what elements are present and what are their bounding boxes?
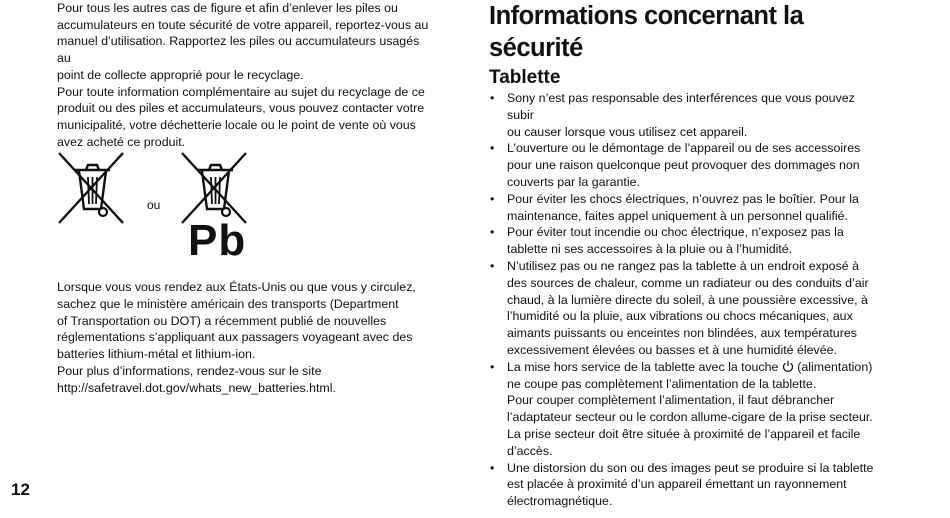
- text-line: l’humidité ou la pluie, aux vibrations ou chocs mécaniques, aux: [507, 309, 853, 324]
- right-column: [489, 0, 879, 510]
- list-item: [489, 90, 879, 140]
- left-column: [57, 0, 429, 396]
- list-item: [489, 460, 879, 510]
- text-line: réglementations s’appliquant aux passagers voyageant avec des: [57, 330, 413, 345]
- list-item: [489, 258, 879, 359]
- text-line: ne coupe pas complètement l’alimentation de la tablette.: [507, 376, 817, 391]
- section-title: Tablette: [489, 67, 561, 88]
- recycling-paragraph: [57, 0, 429, 150]
- text-line: Pour couper complètement l’alimentation, il faut débrancher: [507, 393, 835, 408]
- text-line: pour une raison quelconque peut provoquer des dommages non: [507, 158, 860, 173]
- text-line: batteries lithium-métal et lithium-ion.: [57, 347, 256, 362]
- list-item: [489, 224, 879, 258]
- text-line: est placée à proximité d’un appareil émettant un rayonnement: [507, 477, 847, 492]
- text-line: La mise hors service de la tablette avec la touche: [507, 359, 779, 374]
- text-line: l’adaptateur secteur ou le cordon allume-cigare de la prise secteur.: [507, 410, 873, 425]
- text-line: produit ou des piles et accumulateurs, vous pouvez contacter votre: [57, 101, 425, 116]
- text-line: La prise secteur doit être située à proximité de l’appareil et facile: [507, 426, 861, 441]
- text-line: chaud, à la lumière directe du soleil, à une poussière excessive, à: [507, 292, 868, 307]
- text-line: excessivement élevées ou basses et à une humidité élevée.: [507, 342, 837, 357]
- text-line: Pour éviter tout incendie ou choc électrique, n’exposez pas la: [507, 225, 844, 240]
- text-line: des sources de chaleur, comme un radiateur ou des conduits d’air: [507, 275, 869, 290]
- text-line: L’ouverture ou le démontage de l’appareil ou de ses accessoires: [507, 141, 861, 156]
- page-title: Informations concernant la sécurité: [489, 2, 804, 62]
- text-line: sachez que le ministère américain des transports (Department: [57, 297, 399, 312]
- text-line: Pour toute information complémentaire au sujet du recyclage de ce: [57, 84, 425, 99]
- text-line: tablette ni ses accessoires à la pluie ou à l’humidité.: [507, 242, 793, 257]
- text-line: couverts par la garantie.: [507, 174, 640, 189]
- text-line: municipalité, votre déchetterie locale ou le point de vente où vous: [57, 117, 416, 132]
- text-line: ou causer lorsque vous utilisez cet appareil.: [507, 124, 748, 139]
- list-item: [489, 140, 879, 190]
- lead-symbol: Pb: [188, 216, 247, 266]
- url-text: http://safetravel.dot.gov/whats_new_batteries.html.: [57, 380, 336, 395]
- text-line: Lorsque vous vous rendez aux États-Unis ou que vous y circulez,: [57, 280, 416, 295]
- dot-paragraph: [57, 279, 429, 396]
- text-line: (alimentation): [797, 359, 873, 374]
- crossed-out-bin-icon: [57, 151, 127, 227]
- text-line: électromagnétique.: [507, 494, 613, 509]
- text-line: Sony n’est pas responsable des interférences que vous pouvez subir: [507, 91, 855, 122]
- text-line: Pour tous les autres cas de figure et afin d’enlever les piles ou: [57, 1, 398, 15]
- text-line: Pour plus d’informations, rendez-vous sur le site: [57, 363, 322, 378]
- text-line: Une distorsion du son ou des images peut se produire si la tablette: [507, 460, 874, 475]
- list-item: [489, 191, 879, 225]
- text-line: accumulateurs en toute sécurité de votre appareil, reportez-vous au: [57, 17, 429, 32]
- text-line: N’utilisez pas ou ne rangez pas la tablette à un endroit exposé à: [507, 258, 859, 273]
- safety-list: [489, 90, 879, 510]
- power-icon: [782, 360, 794, 372]
- text-line: aimants puissants ou enceintes non blindées, aux températures: [507, 326, 857, 341]
- text-line: maintenance, faites appel uniquement à un personnel qualifié.: [507, 208, 848, 223]
- text-line: Pour éviter les chocs électriques, n’ouvrez pas le boîtier. Pour la: [507, 191, 859, 206]
- text-line: manuel d’utilisation. Rapportez les piles ou accumulateurs usagés au: [57, 34, 420, 66]
- page-number: 12: [11, 480, 30, 499]
- text-line: d’accès.: [507, 443, 553, 458]
- or-label: ou: [147, 198, 161, 213]
- text-line: point de collecte approprié pour le recyclage.: [57, 67, 304, 82]
- list-item: [489, 359, 879, 460]
- text-line: avez acheté ce produit.: [57, 134, 186, 149]
- text-line: of Transportation ou DOT) a récemment publié de nouvelles: [57, 313, 387, 328]
- recycling-symbols: [57, 151, 429, 265]
